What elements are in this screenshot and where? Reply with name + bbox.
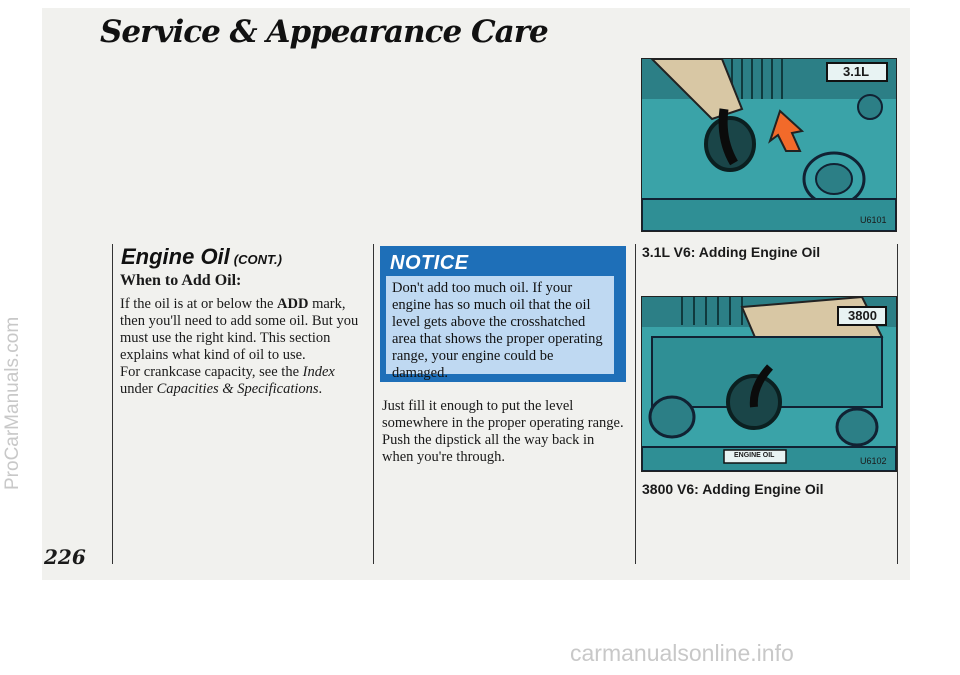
column-rule-left <box>112 244 113 564</box>
page-title: Service & Appearance Care <box>100 14 548 50</box>
page-number: 226 <box>44 545 86 569</box>
section-heading-text: Engine Oil <box>121 244 230 269</box>
p2-text-b: under <box>120 381 157 397</box>
column-rule-outer <box>897 244 898 564</box>
p1-text-b: mark, then you'll need to add some oil. But you must use the right kind. This section explains what kind of oil to use. <box>120 296 359 363</box>
engine-oil-cap-label: ENGINE OIL <box>734 452 775 459</box>
engine-illustration-3800 <box>642 297 896 471</box>
notice-text: Don't add too much oil. If your engine has so much oil that the oil level gets above the crosshatched area that shows the proper operating range, your engine could be damaged. <box>386 276 614 374</box>
figure-code-2: U6102 <box>860 456 887 466</box>
p2-text-a: For crankcase capacity, see the <box>120 364 303 380</box>
engine-label-3800: 3800 <box>848 308 877 323</box>
index-reference: Index <box>302 364 335 380</box>
engine-label-3-1l: 3.1L <box>843 64 870 79</box>
notice-label: NOTICE <box>390 252 469 274</box>
paragraph-add-oil <box>120 296 370 364</box>
section-heading-cont: (CONT.) <box>233 252 282 267</box>
subheading: When to Add Oil: <box>120 272 242 289</box>
add-mark-bold: ADD <box>277 296 309 312</box>
bottom-watermark: carmanualsonline.info <box>570 640 794 666</box>
engine-illustration-3-1l <box>642 59 896 231</box>
side-watermark: ProCarManuals.com <box>2 316 23 490</box>
notice-panel <box>380 246 626 382</box>
figure-code-1: U6101 <box>860 215 887 225</box>
figure-caption-3-1l: 3.1L V6: Adding Engine Oil <box>642 244 821 260</box>
paragraph-capacity <box>120 364 370 398</box>
figure-3800-engine <box>641 296 897 472</box>
paragraph-fill-level: Just fill it enough to put the level somewhere in the proper operating range. Push the dipstick all the way back in when you're through. <box>382 398 624 465</box>
column-rule-right <box>635 244 636 564</box>
figure-3-1l-engine <box>641 58 897 232</box>
p1-text-a: If the oil is at or below the <box>120 296 278 312</box>
p2-text-c: . <box>318 381 323 397</box>
capacities-reference: Capacities & Specifications <box>156 381 319 397</box>
figure-caption-3800: 3800 V6: Adding Engine Oil <box>642 481 824 497</box>
column-rule-middle <box>373 244 374 564</box>
section-heading <box>121 244 282 270</box>
